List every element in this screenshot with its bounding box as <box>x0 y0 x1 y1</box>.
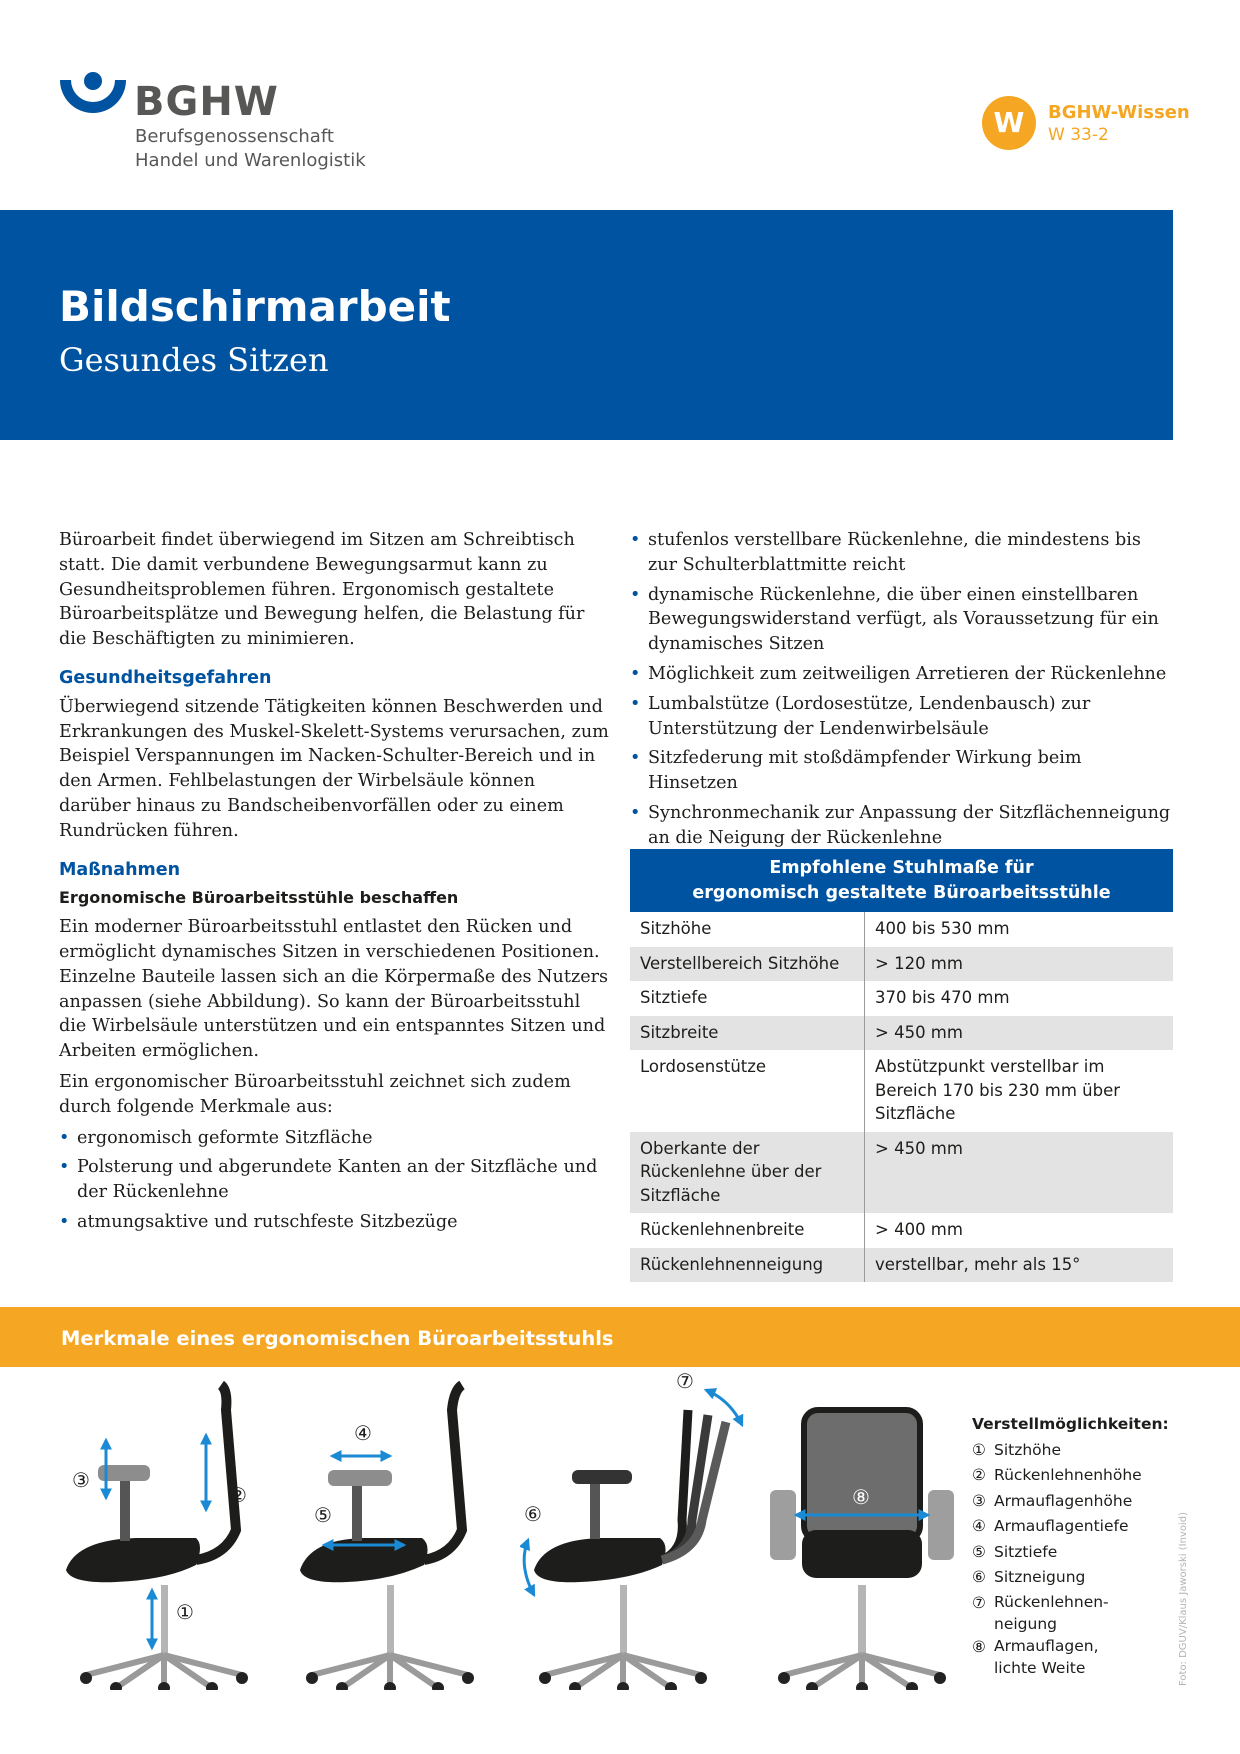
list-item-text: Polsterung und abgerundete Kanten an der Sitzfläche und der Rückenlehne <box>77 1157 598 1203</box>
table-cell-label: Sitzbreite <box>630 1016 865 1051</box>
list-item-text: Lumbalstütze (Lordosestütze, Lendenbausch) zur Unterstützung der Lendenwirbelsäule <box>648 693 1091 739</box>
table-row <box>630 981 1173 1016</box>
list-item <box>59 1155 611 1205</box>
table-cell-label: Sitzhöhe <box>630 912 865 947</box>
table-cell-value: verstellbar, mehr als 15° <box>875 1254 1081 1274</box>
chair-base-icon <box>778 1585 946 1690</box>
legend-label: Rückenlehnenhöhe <box>994 1466 1142 1484</box>
marker-6: ⑥ <box>524 1502 542 1526</box>
armrest-icon <box>328 1470 392 1486</box>
list-item <box>630 583 1173 657</box>
left-column <box>59 528 611 1240</box>
table-header <box>630 849 1173 912</box>
bullet-icon: • <box>59 1127 70 1148</box>
legend-item <box>972 1463 1169 1489</box>
marker-7: ⑦ <box>676 1370 694 1393</box>
table-header-line2: ergonomisch gestaltete Büroarbeitsstühle <box>692 883 1111 903</box>
chair-base-icon <box>539 1585 707 1690</box>
list-item <box>59 1210 611 1235</box>
bullet-icon: • <box>630 663 641 684</box>
photo-credit: Foto: DGUV/Klaus Jaworski (Invoid) <box>1178 1512 1189 1686</box>
page-title: Bildschirmarbeit <box>59 282 451 331</box>
chair-base-icon <box>306 1585 474 1690</box>
table-cell-value: > 120 mm <box>875 953 963 973</box>
measures-subheading: Ergonomische Büroarbeitsstühle beschaffen <box>59 888 459 908</box>
bullet-icon: • <box>59 1211 70 1232</box>
org-short-name: BGHW <box>134 79 279 125</box>
chair-side-view-3 <box>520 1370 760 1690</box>
org-name-line2: Handel und Warenlogistik <box>135 150 366 171</box>
measures-paragraph-2: Ein ergonomischer Büroarbeitsstuhl zeichnet sich zudem durch folgende Merkmale aus: <box>59 1071 571 1117</box>
list-item-text: Möglichkeit zum zeitweiligen Arretieren der Rückenlehne <box>648 663 1167 684</box>
bullet-icon: • <box>630 584 641 605</box>
legend-label: Armauflagenhöhe <box>994 1491 1133 1510</box>
list-item-text: Synchronmechanik zur Anpassung der Sitzflächenneigung an die Neigung der Rückenlehne <box>648 802 1171 848</box>
marker-8: ⑧ <box>852 1485 870 1509</box>
table-cell-value: Abstützpunkt verstellbar im Bereich 170 bis 230 mm über Sitzfläche <box>875 1057 1121 1123</box>
bullet-icon: • <box>630 748 641 769</box>
table-cell-label: Oberkante der Rückenlehne über der Sitzfläche <box>630 1132 865 1214</box>
table-row <box>630 912 1173 947</box>
series-code: W 33-2 <box>1048 125 1109 145</box>
health-risks-paragraph: Überwiegend sitzende Tätigkeiten können Beschwerden und Erkrankungen des Muskel-Skelett-Systems verursachen, zum Beispiel Verspannungen im Nacken-Schulter-Bereich und in den Armen. Fehlbelastungen der Wirbelsäule können darüber hinaus zu Bandscheibenvorfällen oder zu einem Rundrücken führen. <box>59 696 609 841</box>
list-item-text: stufenlos verstellbare Rückenlehne, die mindestens bis zur Schulterblattmitte reicht <box>648 530 1141 575</box>
backrest-icon <box>196 1385 236 1560</box>
series-label: BGHW-Wissen <box>1048 102 1190 123</box>
armrest-icon <box>572 1470 632 1484</box>
marker-1: ① <box>176 1600 194 1624</box>
list-item <box>630 528 1173 578</box>
table-cell-value: 400 bis 530 mm <box>875 919 1010 938</box>
chair-side-view-2 <box>292 1370 502 1690</box>
seat-tilt-arrow-icon <box>524 1540 534 1595</box>
page-subtitle: Gesundes Sitzen <box>59 341 329 379</box>
marker-2: ② <box>229 1483 247 1507</box>
chair-front-view <box>762 1370 962 1690</box>
marker-3: ③ <box>72 1468 90 1492</box>
legend-item <box>972 1565 1169 1591</box>
table-row <box>630 1213 1173 1248</box>
chair-base-icon <box>80 1585 248 1690</box>
table-header-line1: Empfohlene Stuhlmaße für <box>769 858 1034 878</box>
seat-icon <box>802 1530 922 1578</box>
section-heading-health-risks: Gesundheitsgefahren <box>59 667 272 688</box>
table-row <box>630 947 1173 982</box>
chair-side-view-1 <box>56 1370 266 1690</box>
table-row <box>630 1016 1173 1051</box>
table-row <box>630 1050 1173 1132</box>
legend-number: ⑦ <box>972 1593 986 1612</box>
list-item-text: dynamische Rückenlehne, die über einen einstellbaren Bewegungswiderstand verfügt, als Voraussetzung für ein dynamisches Sitzen <box>648 584 1159 655</box>
list-item-text: Sitzfederung mit stoßdämpfender Wirkung beim Hinsetzen <box>648 748 1082 794</box>
table-cell-value: > 450 mm <box>875 1138 963 1158</box>
table-cell-value: 370 bis 470 mm <box>875 988 1010 1007</box>
list-item <box>630 801 1173 851</box>
bghw-logo-icon <box>58 72 128 122</box>
chair-dimensions-table <box>630 849 1173 1282</box>
legend-item <box>972 1635 1122 1679</box>
marker-5: ⑤ <box>314 1503 332 1527</box>
marker-4: ④ <box>354 1421 372 1445</box>
legend-label: Sitzneigung <box>994 1568 1086 1586</box>
list-item <box>630 746 1173 796</box>
table-cell-label: Verstellbereich Sitzhöhe <box>630 947 865 982</box>
legend-label: Sitzhöhe <box>994 1440 1062 1459</box>
legend-title: Verstellmöglichkeiten: <box>972 1415 1169 1433</box>
table-cell-value: > 450 mm <box>875 1022 963 1042</box>
table-cell-label: Rückenlehnenneigung <box>630 1248 865 1283</box>
feature-band-title: Merkmale eines ergonomischen Büroarbeitsstuhls <box>61 1327 614 1350</box>
backrest-mesh-icon <box>804 1410 920 1540</box>
legend-label: Rückenlehnen-neigung <box>994 1592 1109 1633</box>
bullet-icon: • <box>630 530 641 550</box>
seat-icon <box>66 1538 200 1582</box>
legend-number: ⑤ <box>972 1542 986 1561</box>
section-heading-measures: Maßnahmen <box>59 859 181 880</box>
feature-list-left <box>59 1126 611 1235</box>
feature-list-right <box>630 528 1173 851</box>
legend-label: Armauflagentiefe <box>994 1517 1129 1535</box>
list-item <box>630 692 1173 742</box>
legend-number: ② <box>972 1466 986 1484</box>
legend-label: Armauflagen, lichte Weite <box>994 1636 1099 1677</box>
armrest-right-icon <box>928 1490 954 1560</box>
backrest-icon <box>424 1385 462 1560</box>
measures-paragraph-1: Ein moderner Büroarbeitsstuhl entlastet den Rücken und ermöglicht dynamisches Sitzen in verschiedenen Positionen. Einzelne Bauteile lassen sich an die Körpermaße des Nutzers anpassen (siehe Abbildung). So kann der Büroarbeitsstuhl die Wirbelsäule unterstützen und ein entspanntes Sitzen und Arbeiten ermöglichen. <box>59 917 609 1062</box>
table-row <box>630 1132 1173 1214</box>
table-cell-label: Lordosenstütze <box>630 1050 865 1132</box>
legend-number: ⑧ <box>972 1637 986 1656</box>
wissen-badge: W <box>982 96 1036 150</box>
legend-number: ③ <box>972 1491 986 1510</box>
armrest-left-icon <box>770 1490 796 1560</box>
legend-number: ⑥ <box>972 1568 986 1586</box>
legend-item <box>972 1514 1169 1540</box>
org-name-line1: Berufsgenossenschaft <box>135 126 334 147</box>
legend-label: Sitztiefe <box>994 1542 1058 1561</box>
legend-item <box>972 1540 1169 1566</box>
adjustment-legend <box>972 1412 1169 1679</box>
list-item-text: atmungsaktive und rutschfeste Sitzbezüge <box>77 1211 458 1232</box>
intro-paragraph: Büroarbeit findet überwiegend im Sitzen am Schreibtisch statt. Die damit verbundene Bewegungsarmut kann zu Gesundheitsproblemen führen. Ergonomisch gestaltete Büroarbeitsplätze und Bewegung helfen, die Belastung für die Beschäftigten zu minimieren. <box>59 530 585 650</box>
list-item <box>630 662 1173 687</box>
table-cell-value: > 400 mm <box>875 1220 963 1239</box>
legend-number: ① <box>972 1440 986 1459</box>
legend-item <box>972 1489 1169 1515</box>
bullet-icon: • <box>630 693 641 714</box>
legend-number: ④ <box>972 1517 986 1535</box>
legend-item <box>972 1591 1122 1635</box>
right-column <box>630 528 1173 856</box>
seat-icon <box>534 1538 666 1582</box>
list-item <box>59 1126 611 1151</box>
table-row <box>630 1248 1173 1283</box>
table-cell-label: Rückenlehnenbreite <box>630 1213 865 1248</box>
legend-item <box>972 1438 1169 1464</box>
bullet-icon: • <box>630 802 641 823</box>
table-cell-label: Sitztiefe <box>630 981 865 1016</box>
bullet-icon: • <box>59 1157 70 1178</box>
list-item-text: ergonomisch geformte Sitzfläche <box>77 1127 373 1148</box>
